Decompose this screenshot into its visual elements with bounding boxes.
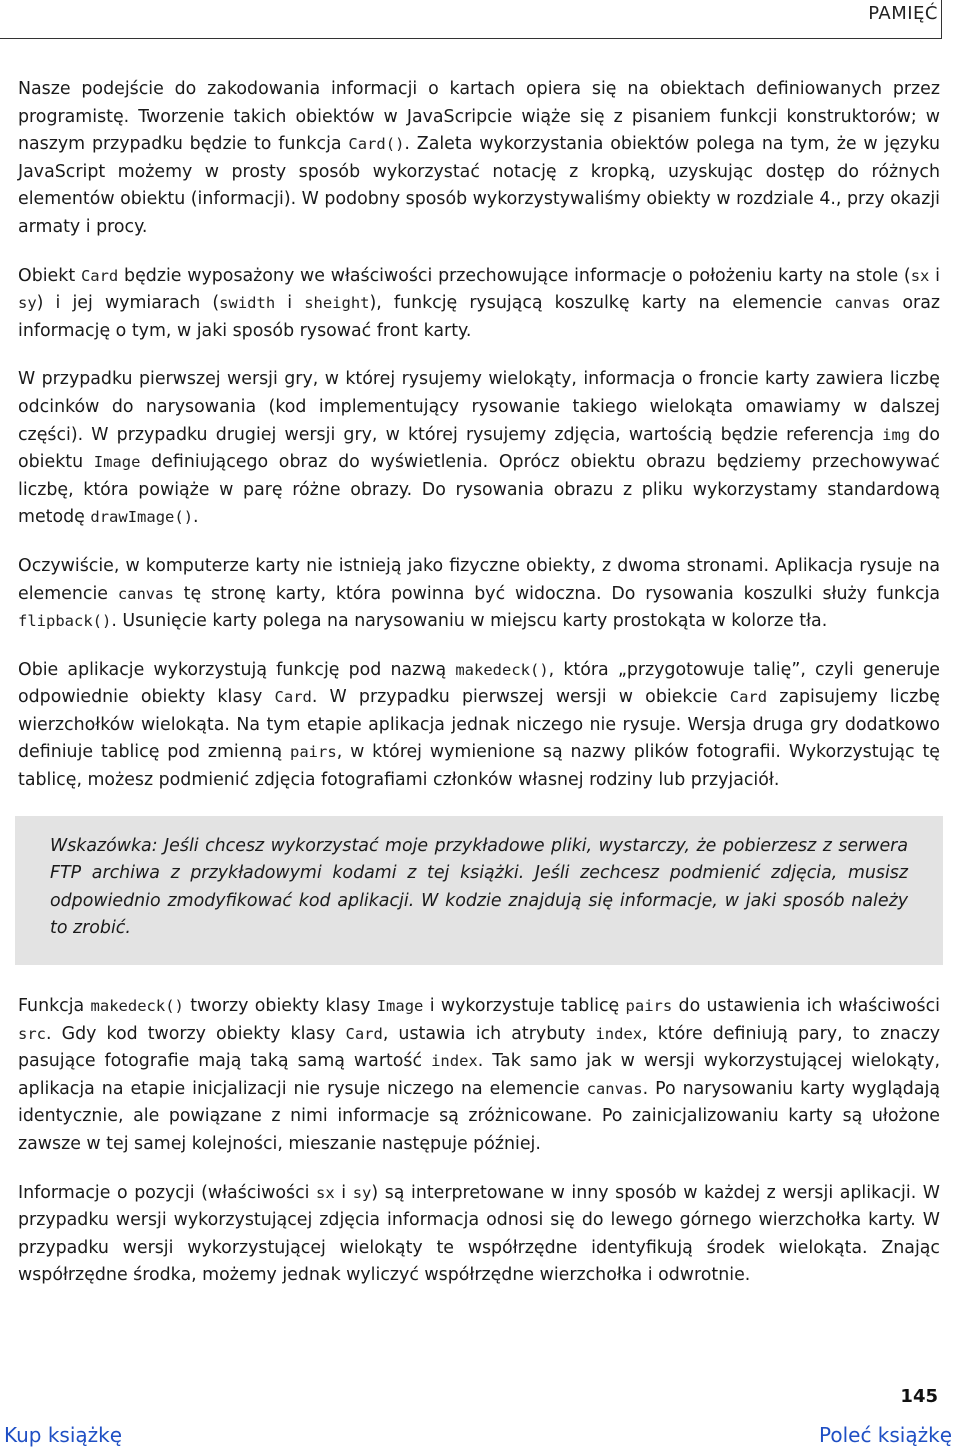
text-run: tworzy obiekty klasy — [183, 996, 377, 1017]
inline-code: Card — [345, 1024, 383, 1043]
paragraph-p4 — [18, 553, 940, 636]
inline-code: src — [18, 1024, 46, 1043]
inline-code: canvas — [117, 584, 174, 603]
text-run: ) są interpretowane w inny sposób w każdej z wersji aplikacji. W przypadku wersji wykorzystującej zdjęcia informacja odnosi się do lewego górnego wierzchołka karty. W przypadku wersji wykorzystującej wielokąty te współrzędne identyfikują środek wielokąta. Znając współrzędne środka, możemy jednak wyliczyć współrzędne wierzchołka i odwrotnie. — [18, 1182, 941, 1286]
text-run: . Usunięcie karty polega na narysowaniu w miejscu karty prostokąta w kolorze tła. — [111, 611, 828, 632]
paragraph-p5 — [18, 657, 940, 795]
tip-box — [15, 816, 943, 965]
page-number: 145 — [900, 1386, 938, 1407]
page-header — [0, 0, 960, 40]
text-run: . Gdy kod tworzy obiekty klasy — [46, 1023, 346, 1044]
inline-code: Card — [80, 266, 119, 285]
inline-code: index — [431, 1052, 478, 1071]
text-run: oraz informację o tym, w jaki sposób rysować front karty. — [18, 293, 940, 341]
inline-code: img — [882, 425, 911, 444]
tip-text: Wskazówka: Jeśli chcesz wykorzystać moje przykładowe pliki, wystarczy, że pobierzesz z serwera FTP archiwa z przykładowymi kodami z tej książki. Jeśli zechcesz podmienić zdjęcia, musisz odpowiednio zmodyfikować kod aplikacji. W kodzie znajdują się informacje, w jaki sposób należy to zrobić. — [50, 835, 908, 939]
text-run: Oczywiście, w komputerze karty nie istnieją jako fizyczne obiekty, z dwoma stronami. Aplikacja rysuje na elemencie — [18, 555, 940, 604]
text-run: ), funkcję rysującą koszulkę karty na elemencie — [369, 293, 835, 314]
inline-code: Image — [93, 453, 141, 472]
text-run: i wykorzystuje tablicę — [423, 996, 626, 1017]
text-run: do ustawienia ich właściwości — [672, 996, 941, 1017]
inline-code: sy — [18, 294, 37, 313]
inline-code: makedeck() — [455, 660, 549, 679]
text-run: , która „przygotowuje talię”, czyli generuje odpowiednie obiekty klasy — [18, 659, 940, 708]
inline-code: index — [595, 1024, 643, 1043]
paragraph-p6 — [18, 993, 940, 1159]
inline-code: canvas — [586, 1079, 643, 1098]
text-run: i — [275, 293, 305, 314]
inline-code: drawImage() — [90, 508, 194, 527]
text-run: i — [929, 265, 940, 286]
recommend-book-link[interactable]: Poleć książkę — [819, 1423, 952, 1447]
inline-code: Card() — [348, 135, 405, 154]
text-run: Informacje o pozycji (właściwości — [18, 1182, 317, 1203]
inline-code: sheight — [304, 294, 370, 313]
header-vertical-rule — [941, 0, 942, 38]
text-run: . Tak samo jak w wersji wykorzystującej wielokąty, aplikacja na etapie inicjalizacji nie rysuje niczego na elemencie — [18, 1051, 940, 1099]
inline-code: pairs — [290, 743, 337, 762]
text-run: definiującego obraz do wyświetlenia. Oprócz obiektu obrazu będziemy przechowywać liczbę, która powiąże w parę różne obrazy. Do rysowania obrazu z pliku wykorzystamy standardową metodę — [18, 452, 940, 528]
inline-code: sx — [910, 266, 930, 285]
inline-code: flipback() — [18, 612, 112, 631]
inline-code: pairs — [625, 997, 673, 1016]
inline-code: swidth — [219, 294, 276, 313]
text-run: i — [334, 1182, 353, 1203]
paragraph-p7 — [18, 1180, 940, 1290]
text-run: , które definiują pary, to znaczy pasujące fotografie mają taką samą wartość — [18, 1023, 941, 1072]
inline-code: Card — [729, 688, 768, 707]
body-text-bottom — [18, 993, 940, 1290]
text-run: Funkcja — [18, 996, 91, 1017]
inline-code: makedeck() — [90, 997, 184, 1016]
body-text-top — [18, 76, 940, 795]
text-run: Obie aplikacje wykorzystują funkcję pod nazwą — [18, 659, 456, 680]
paragraph-p2 — [18, 263, 940, 346]
text-run: W przypadku pierwszej wersji gry, w której rysujemy wielokąty, informacja o froncie karty zawiera liczbę odcinków do narysowania (kod implementujący rysowanie takiego wielokąta omawiamy w dalszej części). W przypadku drugiej wersji gry, w której rysujemy zdjęcia, wartością będzie referencja — [18, 369, 940, 445]
text-run: . — [193, 507, 199, 528]
text-run: zapisujemy liczbę wierzchołków wielokąta. Na tym etapie aplikacja jednak niczego nie rysuje. Wersja druga gry dodatkowo definiuje tablicę pod zmienną — [18, 687, 940, 763]
inline-code: sx — [316, 1183, 335, 1202]
text-run: ) i jej wymiarach ( — [36, 293, 220, 314]
text-run: , w której wymienione są nazwy plików fotografii. Wykorzystując tę tablicę, możesz podmienić zdjęcia fotografiami członków własnej rodziny lub przyjaciół. — [18, 742, 940, 791]
inline-code: canvas — [834, 294, 891, 313]
text-run: będzie wyposażony we właściwości przechowujące informacje o położeniu karty na stole ( — [118, 265, 911, 286]
inline-code: Image — [376, 997, 424, 1016]
paragraph-p1 — [18, 76, 940, 242]
text-run: . Zaleta wykorzystania obiektów polega na tym, że w języku JavaScript możemy w prosty sposób wykorzystać notację z kropką, uzyskując dostęp do różnych elementów obiektu (informacji). W podobny sposób wykorzystywaliśmy obiekty w rozdziale 4., przy okazji armaty i procy. — [18, 134, 941, 237]
inline-code: sy — [352, 1183, 372, 1202]
text-run: Obiekt — [18, 265, 81, 286]
text-run: . Po narysowaniu karty wyglądają identycznie, ale powiązane z nimi informacje są zróżnicowane. Po zainicjalizowaniu karty są ułożone zawsze w tej samej kolejności, mieszanie następuje później. — [18, 1078, 940, 1154]
header-horizontal-rule — [0, 38, 942, 39]
text-run: . W przypadku pierwszej wersji w obiekcie — [311, 687, 730, 708]
page-body — [18, 76, 940, 1311]
paragraph-p3 — [18, 366, 940, 532]
text-run: Nasze podejście do zakodowania informacji o kartach opiera się na obiektach definiowanych przez programistę. Tworzenie takich obiektów w JavaScripcie wiąże się z pisaniem funkcji konstruktorów; w naszym przypadku będzie to funkcja — [18, 79, 940, 155]
text-run: tę stronę karty, która powinna być widoczna. Do rysowania koszulki służy funkcja — [173, 583, 940, 604]
section-label: PAMIĘĆ — [868, 3, 938, 24]
buy-book-link[interactable]: Kup książkę — [4, 1423, 123, 1447]
text-run: do obiektu — [18, 424, 940, 473]
text-run: , ustawia ich atrybuty — [382, 1023, 596, 1044]
inline-code: Card — [274, 688, 312, 707]
